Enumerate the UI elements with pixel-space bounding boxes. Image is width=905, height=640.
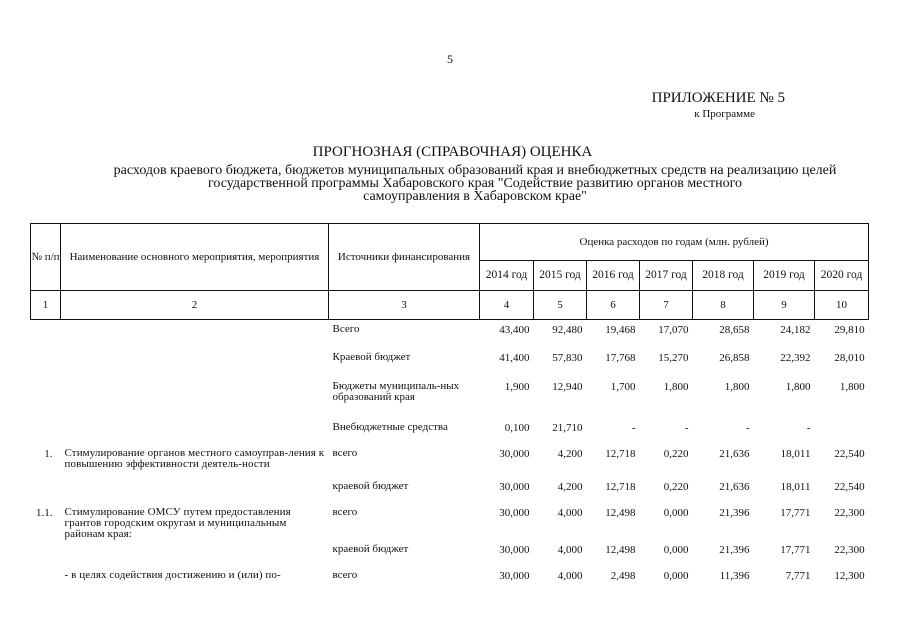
- column-number: 2: [61, 291, 329, 320]
- column-number: 5: [534, 291, 587, 320]
- row-number: [31, 418, 61, 444]
- row-source: Внебюджетные средства: [332, 420, 448, 433]
- row-value: 21,710: [552, 421, 583, 434]
- row-value: 18,011: [780, 480, 811, 493]
- row-name: [61, 477, 329, 503]
- table-row: [31, 503, 869, 540]
- column-number: 8: [693, 291, 754, 320]
- row-value: 12,300: [834, 569, 865, 582]
- header-name: Наименование основного мероприятия, мероприятия: [61, 224, 329, 291]
- row-value: 7,771: [785, 569, 811, 582]
- row-number: [31, 377, 61, 418]
- row-source: Бюджеты муниципаль-ных образований края: [332, 379, 460, 403]
- table-row: [31, 320, 869, 348]
- row-value: 17,771: [780, 543, 811, 556]
- row-number: 1.1.: [36, 506, 53, 519]
- table-row: [31, 477, 869, 503]
- document-subtitle: [60, 164, 890, 203]
- row-value: 4,200: [557, 447, 583, 460]
- row-value: 57,830: [552, 351, 583, 364]
- header-year: 2016 год: [587, 261, 640, 291]
- row-value: 19,468: [605, 324, 636, 336]
- row-value: 15,270: [658, 351, 689, 364]
- row-value: 12,718: [605, 480, 636, 493]
- column-number: 4: [480, 291, 534, 320]
- row-value: 18,011: [780, 447, 811, 460]
- table-row: [31, 444, 869, 477]
- row-value: 4,000: [557, 543, 583, 556]
- row-value: 43,400: [499, 324, 530, 336]
- row-value: 12,718: [605, 447, 636, 460]
- subtitle-line: государственной программы Хабаровского края "Содействие развитию органов местного: [208, 176, 742, 191]
- row-value: 17,070: [658, 324, 689, 336]
- row-name: [61, 377, 329, 418]
- row-source: Краевой бюджет: [332, 350, 411, 363]
- appendix-title: ПРИЛОЖЕНИЕ № 5: [651, 90, 785, 106]
- row-source: Всего: [332, 323, 360, 335]
- row-source: краевой бюджет: [332, 479, 409, 492]
- row-name: [61, 418, 329, 444]
- header-year: 2017 год: [640, 261, 693, 291]
- row-value: 17,768: [605, 351, 636, 364]
- row-value: 17,771: [780, 506, 811, 519]
- row-source: всего: [332, 446, 358, 459]
- row-value: 30,000: [499, 480, 530, 493]
- column-number-row: [31, 291, 869, 320]
- row-value: -: [684, 421, 689, 434]
- header-estimate: Оценка расходов по годам (млн. рублей): [480, 224, 869, 261]
- row-value: 1,800: [663, 380, 689, 393]
- table-row: [31, 377, 869, 418]
- row-value: 28,658: [719, 324, 750, 336]
- document-heading: ПРОГНОЗНАЯ (СПРАВОЧНАЯ) ОЦЕНКА: [312, 144, 593, 160]
- column-number: 6: [587, 291, 640, 320]
- row-name: [61, 320, 329, 348]
- row-value: 1,800: [785, 380, 811, 393]
- row-value: 2,498: [610, 569, 636, 582]
- row-number: [31, 566, 61, 590]
- row-source: всего: [332, 568, 358, 581]
- header-year: 2020 год: [815, 261, 869, 291]
- header-source: Источники финансирования: [329, 224, 480, 291]
- column-number: 3: [329, 291, 480, 320]
- row-value: [815, 418, 869, 444]
- row-source: краевой бюджет: [332, 542, 409, 555]
- column-number: 10: [815, 291, 869, 320]
- row-value: 26,858: [719, 351, 750, 364]
- row-name: - в целях содействия достижению и (или) по-: [64, 568, 281, 581]
- row-number: [31, 540, 61, 566]
- row-name: [61, 540, 329, 566]
- row-number: 1.: [44, 447, 53, 460]
- row-name: Стимулирование органов местного самоуправ-ления к повышению эффективности деятель-ности: [64, 446, 325, 470]
- row-value: 30,000: [499, 447, 530, 460]
- table-row: [31, 418, 869, 444]
- row-number: [31, 477, 61, 503]
- row-value: 21,396: [719, 506, 750, 519]
- row-value: -: [631, 421, 636, 434]
- row-value: 1,700: [610, 380, 636, 393]
- row-value: 11,396: [719, 569, 750, 582]
- row-value: 22,540: [834, 480, 865, 493]
- subtitle-line: самоуправления в Хабаровском крае": [363, 189, 587, 204]
- row-value: 0,220: [663, 447, 689, 460]
- header-year: 2014 год: [480, 261, 534, 291]
- header-year: 2018 год: [693, 261, 754, 291]
- column-number: 1: [31, 291, 61, 320]
- row-value: 30,000: [499, 569, 530, 582]
- row-value: 22,300: [834, 543, 865, 556]
- row-value: 21,396: [719, 543, 750, 556]
- row-name: [61, 348, 329, 377]
- row-value: 4,200: [557, 480, 583, 493]
- row-value: 1,800: [839, 380, 865, 393]
- row-value: 0,000: [663, 569, 689, 582]
- row-value: 12,498: [605, 506, 636, 519]
- row-value: 30,000: [499, 543, 530, 556]
- appendix-subtitle: к Программе: [694, 108, 755, 120]
- table-row: [31, 566, 869, 590]
- row-value: 21,636: [719, 447, 750, 460]
- row-value: 0,000: [663, 543, 689, 556]
- row-value: 28,010: [834, 351, 865, 364]
- row-value: 41,400: [499, 351, 530, 364]
- row-value: 0,100: [504, 421, 530, 434]
- table-row: [31, 348, 869, 377]
- row-value: 92,480: [552, 324, 583, 336]
- header-year: 2019 год: [754, 261, 815, 291]
- row-value: 4,000: [557, 506, 583, 519]
- row-value: 22,540: [834, 447, 865, 460]
- row-value: 21,636: [719, 480, 750, 493]
- row-value: 22,300: [834, 506, 865, 519]
- row-value: 4,000: [557, 569, 583, 582]
- row-value: 12,940: [552, 380, 583, 393]
- page-number: 5: [447, 52, 453, 66]
- header-no: № п/п: [31, 224, 61, 291]
- table-row: [31, 540, 869, 566]
- row-value: 0,000: [663, 506, 689, 519]
- row-value: 22,392: [780, 351, 811, 364]
- row-value: 29,810: [834, 324, 865, 336]
- row-number: [31, 348, 61, 377]
- row-number: [31, 320, 61, 348]
- subtitle-line: расходов краевого бюджета, бюджетов муниципальных образований края и внебюджетных средств на реализацию целей: [113, 163, 837, 178]
- row-value: -: [806, 421, 811, 434]
- budget-table: [30, 223, 869, 590]
- row-value: 30,000: [499, 506, 530, 519]
- column-number: 9: [754, 291, 815, 320]
- row-value: 12,498: [605, 543, 636, 556]
- column-number: 7: [640, 291, 693, 320]
- row-value: 1,800: [724, 380, 750, 393]
- header-year: 2015 год: [534, 261, 587, 291]
- row-value: 24,182: [780, 324, 811, 336]
- row-name: Стимулирование ОМСУ путем предоставления грантов городским округам и муниципальным районам края:: [64, 505, 291, 540]
- row-value: 1,900: [504, 380, 530, 393]
- row-value: -: [745, 421, 750, 434]
- row-source: всего: [332, 505, 358, 518]
- row-value: 0,220: [663, 480, 689, 493]
